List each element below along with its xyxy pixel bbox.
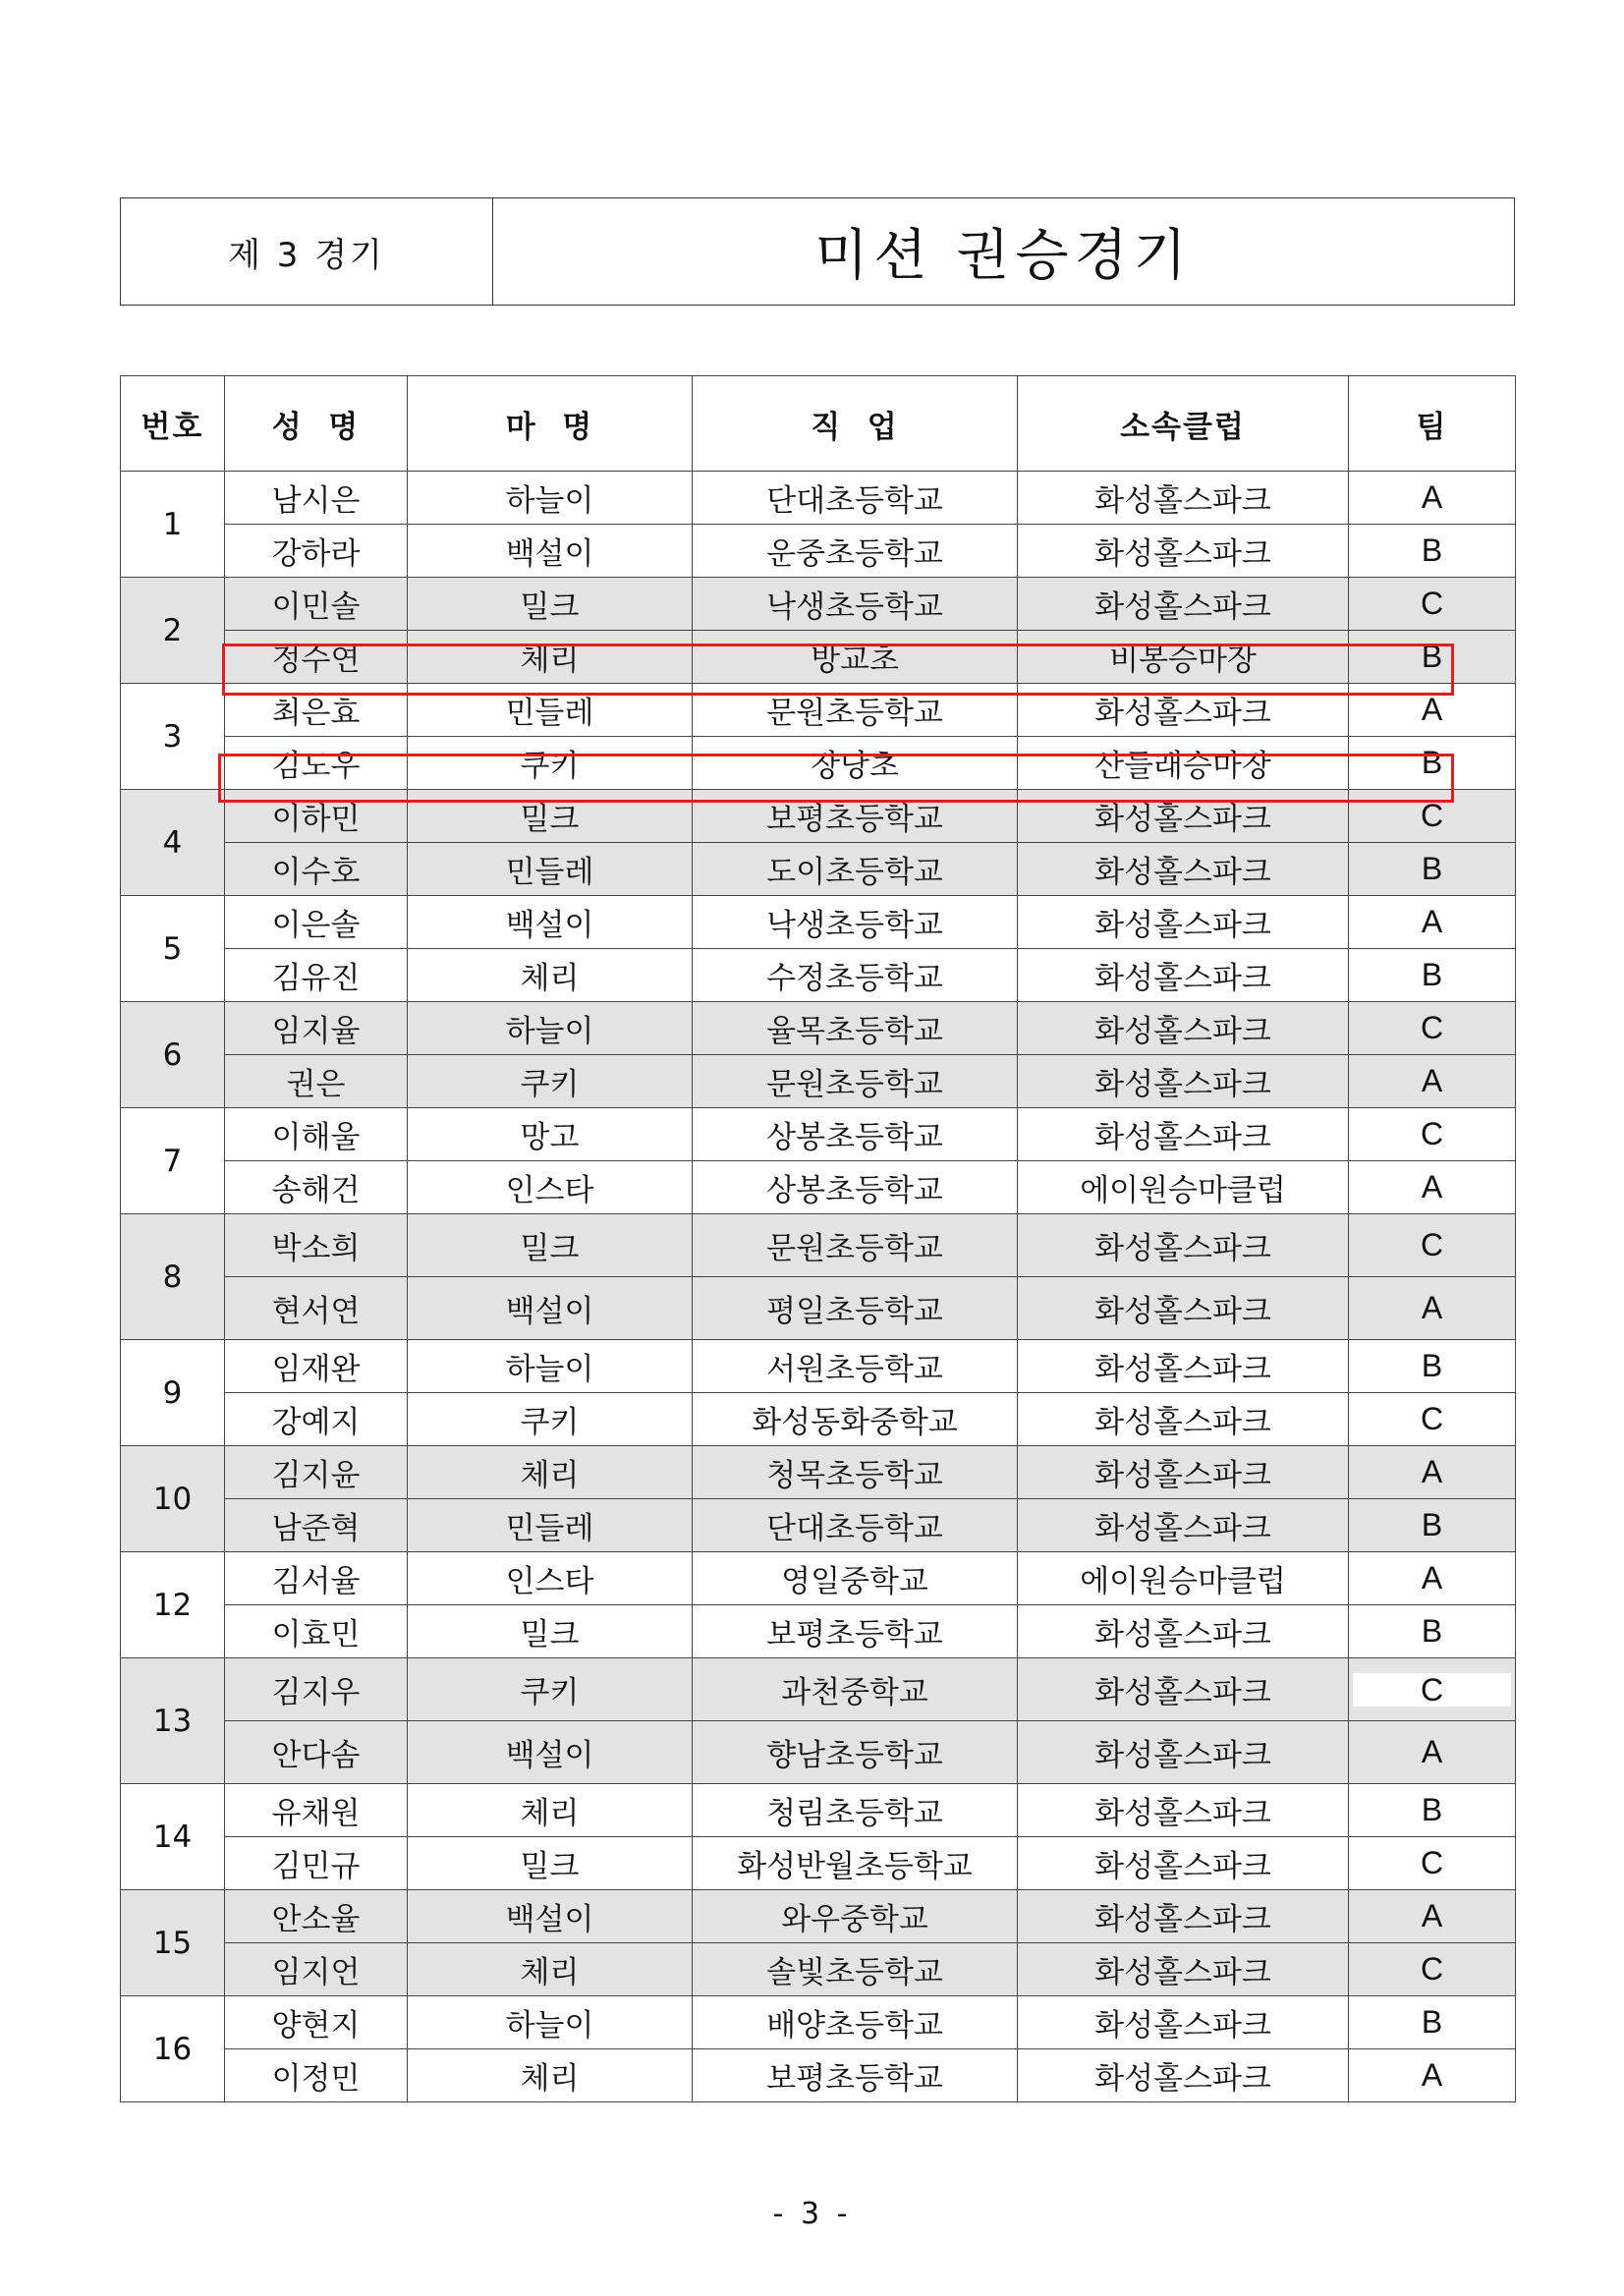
cell-club: 화성홀스파크 xyxy=(1018,1108,1349,1161)
cell-club: 화성홀스파크 xyxy=(1018,1784,1349,1837)
table-row xyxy=(121,1393,1516,1446)
column-header-name: 성 명 xyxy=(225,376,408,472)
cell-club: 화성홀스파크 xyxy=(1018,1393,1349,1446)
cell-club: 화성홀스파크 xyxy=(1018,472,1349,525)
cell-number: 8 xyxy=(121,1214,225,1340)
cell-club: 화성홀스파크 xyxy=(1018,1214,1349,1277)
table-row xyxy=(121,1055,1516,1108)
cell-job: 영일중학교 xyxy=(693,1552,1018,1605)
table-group xyxy=(121,1214,1516,1340)
cell-number: 14 xyxy=(121,1784,225,1890)
cell-team: A xyxy=(1349,1055,1516,1108)
cell-job: 문원초등학교 xyxy=(693,1055,1018,1108)
cell-number: 15 xyxy=(121,1890,225,1996)
cell-horse: 체리 xyxy=(408,1784,693,1837)
cell-horse: 밀크 xyxy=(408,1605,693,1658)
column-header-club: 소속클럽 xyxy=(1018,376,1349,472)
cell-club: 화성홀스파크 xyxy=(1018,949,1349,1002)
cell-name: 송해건 xyxy=(225,1161,408,1214)
cell-team: A xyxy=(1349,684,1516,737)
table-row xyxy=(121,684,1516,737)
table-group xyxy=(121,1552,1516,1658)
table-row xyxy=(121,1161,1516,1214)
cell-horse: 체리 xyxy=(408,1446,693,1499)
table-row xyxy=(121,1721,1516,1784)
table-row xyxy=(121,737,1516,790)
cell-club: 화성홀스파크 xyxy=(1018,790,1349,843)
cell-name: 김민규 xyxy=(225,1837,408,1890)
table-row xyxy=(121,1837,1516,1890)
cell-horse: 쿠키 xyxy=(408,737,693,790)
cell-team: A xyxy=(1349,896,1516,949)
cell-job: 단대초등학교 xyxy=(693,1499,1018,1552)
cell-number: 4 xyxy=(121,790,225,896)
table-row xyxy=(121,1277,1516,1340)
cell-team: B xyxy=(1349,843,1516,896)
cell-club: 산들래승마장 xyxy=(1018,737,1349,790)
cell-job: 낙생초등학교 xyxy=(693,578,1018,631)
cell-job: 수정초등학교 xyxy=(693,949,1018,1002)
cell-job: 배양초등학교 xyxy=(693,1996,1018,2049)
table-row xyxy=(121,896,1516,949)
cell-job: 도이초등학교 xyxy=(693,843,1018,896)
cell-team: C xyxy=(1349,1002,1516,1055)
cell-club: 화성홀스파크 xyxy=(1018,1658,1349,1721)
cell-club: 화성홀스파크 xyxy=(1018,896,1349,949)
cell-name: 권은 xyxy=(225,1055,408,1108)
cell-horse: 민들레 xyxy=(408,684,693,737)
column-header-horse: 마 명 xyxy=(408,376,693,472)
cell-name: 이해울 xyxy=(225,1108,408,1161)
cell-name: 김지우 xyxy=(225,1658,408,1721)
cell-job: 보평초등학교 xyxy=(693,2049,1018,2102)
table-group xyxy=(121,896,1516,1002)
column-header-team: 팀 xyxy=(1349,376,1516,472)
column-header-job: 직 업 xyxy=(693,376,1018,472)
cell-job: 향남초등학교 xyxy=(693,1721,1018,1784)
cell-club: 화성홀스파크 xyxy=(1018,1721,1349,1784)
match-header xyxy=(120,197,1515,306)
table-row xyxy=(121,525,1516,578)
table-row xyxy=(121,1996,1516,2049)
table-row xyxy=(121,843,1516,896)
cell-club: 화성홀스파크 xyxy=(1018,1340,1349,1393)
cell-number: 12 xyxy=(121,1552,225,1658)
table-group xyxy=(121,1784,1516,1890)
cell-name: 남준혁 xyxy=(225,1499,408,1552)
cell-horse: 밀크 xyxy=(408,790,693,843)
cell-horse: 하늘이 xyxy=(408,1340,693,1393)
table-group xyxy=(121,1446,1516,1552)
cell-number: 5 xyxy=(121,896,225,1002)
cell-name: 남시은 xyxy=(225,472,408,525)
match-title: 미션 권승경기 xyxy=(814,224,1193,288)
cell-horse: 쿠키 xyxy=(408,1658,693,1721)
cell-horse: 민들레 xyxy=(408,1499,693,1552)
cell-club: 화성홀스파크 xyxy=(1018,1055,1349,1108)
cell-name: 정수연 xyxy=(225,631,408,684)
cell-name: 이은솔 xyxy=(225,896,408,949)
cell-club: 화성홀스파크 xyxy=(1018,1996,1349,2049)
cell-job: 운중초등학교 xyxy=(693,525,1018,578)
table-row xyxy=(121,1552,1516,1605)
cell-job: 상봉초등학교 xyxy=(693,1108,1018,1161)
cell-team: B xyxy=(1349,631,1516,684)
cell-name: 이효민 xyxy=(225,1605,408,1658)
cell-team: C xyxy=(1349,1214,1516,1277)
cell-number: 13 xyxy=(121,1658,225,1784)
cell-number: 9 xyxy=(121,1340,225,1446)
cell-club: 화성홀스파크 xyxy=(1018,1890,1349,1943)
cell-name: 김지윤 xyxy=(225,1446,408,1499)
cell-team: A xyxy=(1349,1446,1516,1499)
cell-number: 10 xyxy=(121,1446,225,1552)
table-row xyxy=(121,578,1516,631)
table-group xyxy=(121,1890,1516,1996)
cell-name: 강하라 xyxy=(225,525,408,578)
cell-horse: 밀크 xyxy=(408,1214,693,1277)
cell-team: B xyxy=(1349,525,1516,578)
cell-team: B xyxy=(1349,949,1516,1002)
table-group xyxy=(121,684,1516,790)
table-row xyxy=(121,1214,1516,1277)
table-row xyxy=(121,1943,1516,1996)
cell-name: 임지율 xyxy=(225,1002,408,1055)
cell-club: 화성홀스파크 xyxy=(1018,684,1349,737)
table-group xyxy=(121,1340,1516,1446)
table-row xyxy=(121,1340,1516,1393)
cell-team: A xyxy=(1349,1161,1516,1214)
cell-club: 화성홀스파크 xyxy=(1018,1943,1349,1996)
table-group xyxy=(121,578,1516,684)
cell-name: 김도우 xyxy=(225,737,408,790)
cell-name: 유채원 xyxy=(225,1784,408,1837)
cell-job: 화성반월초등학교 xyxy=(693,1837,1018,1890)
page-number: - 3 - xyxy=(772,2197,852,2231)
cell-horse: 체리 xyxy=(408,631,693,684)
cell-horse: 백설이 xyxy=(408,525,693,578)
cell-job: 율목초등학교 xyxy=(693,1002,1018,1055)
cell-job: 청목초등학교 xyxy=(693,1446,1018,1499)
cell-name: 안다솜 xyxy=(225,1721,408,1784)
cell-horse: 하늘이 xyxy=(408,1996,693,2049)
table-group xyxy=(121,1658,1516,1784)
table-row xyxy=(121,1002,1516,1055)
table-header-row xyxy=(121,376,1516,472)
cell-number: 7 xyxy=(121,1108,225,1214)
cell-horse: 인스타 xyxy=(408,1161,693,1214)
cell-horse: 하늘이 xyxy=(408,1002,693,1055)
cell-horse: 체리 xyxy=(408,1943,693,1996)
cell-team xyxy=(1349,1658,1516,1721)
cell-horse: 민들레 xyxy=(408,843,693,896)
cell-horse: 쿠키 xyxy=(408,1055,693,1108)
cell-name: 이민솔 xyxy=(225,578,408,631)
cell-team: B xyxy=(1349,1784,1516,1837)
cell-team: B xyxy=(1349,737,1516,790)
cell-number: 6 xyxy=(121,1002,225,1108)
cell-team: A xyxy=(1349,2049,1516,2102)
cell-club: 화성홀스파크 xyxy=(1018,1446,1349,1499)
cell-number: 16 xyxy=(121,1996,225,2102)
cell-club: 화성홀스파크 xyxy=(1018,1499,1349,1552)
cell-horse: 체리 xyxy=(408,2049,693,2102)
cell-job: 방교초 xyxy=(693,631,1018,684)
cell-club: 화성홀스파크 xyxy=(1018,1837,1349,1890)
cell-job: 상봉초등학교 xyxy=(693,1161,1018,1214)
column-header-number: 번호 xyxy=(121,376,225,472)
cell-club: 화성홀스파크 xyxy=(1018,843,1349,896)
cell-name: 김서율 xyxy=(225,1552,408,1605)
cell-team: A xyxy=(1349,1552,1516,1605)
cell-team: B xyxy=(1349,1499,1516,1552)
cell-number: 2 xyxy=(121,578,225,684)
cell-horse: 백설이 xyxy=(408,1890,693,1943)
cell-club: 비봉승마장 xyxy=(1018,631,1349,684)
cell-name: 현서연 xyxy=(225,1277,408,1340)
roster-table xyxy=(120,375,1516,2102)
cell-number: 1 xyxy=(121,472,225,578)
cell-name: 임재완 xyxy=(225,1340,408,1393)
cell-job: 청림초등학교 xyxy=(693,1784,1018,1837)
cell-team: C xyxy=(1349,1837,1516,1890)
table-group xyxy=(121,790,1516,896)
cell-club: 화성홀스파크 xyxy=(1018,525,1349,578)
cell-team: C xyxy=(1349,1943,1516,1996)
cell-name: 강예지 xyxy=(225,1393,408,1446)
table-row xyxy=(121,949,1516,1002)
cell-job: 단대초등학교 xyxy=(693,472,1018,525)
cell-club: 에이원승마클럽 xyxy=(1018,1552,1349,1605)
cell-job: 평일초등학교 xyxy=(693,1277,1018,1340)
table-row xyxy=(121,631,1516,684)
cell-job: 서원초등학교 xyxy=(693,1340,1018,1393)
cell-team: C xyxy=(1349,1108,1516,1161)
table-group xyxy=(121,472,1516,578)
cell-club: 화성홀스파크 xyxy=(1018,1002,1349,1055)
table-row xyxy=(121,1658,1516,1721)
table-row xyxy=(121,1108,1516,1161)
table-row xyxy=(121,472,1516,525)
cell-team-value: C xyxy=(1353,1673,1511,1707)
table-group xyxy=(121,1996,1516,2102)
cell-club: 화성홀스파크 xyxy=(1018,1277,1349,1340)
table-group xyxy=(121,1002,1516,1108)
cell-horse: 백설이 xyxy=(408,1277,693,1340)
cell-job: 과천중학교 xyxy=(693,1658,1018,1721)
table-row xyxy=(121,2049,1516,2102)
cell-club: 에이원승마클럽 xyxy=(1018,1161,1349,1214)
cell-job: 솔빛초등학교 xyxy=(693,1943,1018,1996)
cell-horse: 쿠키 xyxy=(408,1393,693,1446)
cell-team: B xyxy=(1349,1340,1516,1393)
cell-club: 화성홀스파크 xyxy=(1018,2049,1349,2102)
cell-horse: 백설이 xyxy=(408,1721,693,1784)
cell-job: 화성동화중학교 xyxy=(693,1393,1018,1446)
cell-horse: 망고 xyxy=(408,1108,693,1161)
cell-job: 보평초등학교 xyxy=(693,790,1018,843)
cell-horse: 하늘이 xyxy=(408,472,693,525)
cell-team: A xyxy=(1349,1277,1516,1340)
cell-name: 임지언 xyxy=(225,1943,408,1996)
cell-team: A xyxy=(1349,1890,1516,1943)
cell-name: 최은효 xyxy=(225,684,408,737)
table-row xyxy=(121,1890,1516,1943)
cell-job: 와우중학교 xyxy=(693,1890,1018,1943)
match-number: 제 3 경기 xyxy=(121,198,493,305)
table-row xyxy=(121,1446,1516,1499)
cell-name: 김유진 xyxy=(225,949,408,1002)
table-row xyxy=(121,1784,1516,1837)
cell-horse: 밀크 xyxy=(408,1837,693,1890)
cell-name: 양현지 xyxy=(225,1996,408,2049)
cell-job: 낙생초등학교 xyxy=(693,896,1018,949)
cell-name: 안소율 xyxy=(225,1890,408,1943)
cell-horse: 백설이 xyxy=(408,896,693,949)
cell-horse: 체리 xyxy=(408,949,693,1002)
cell-horse: 인스타 xyxy=(408,1552,693,1605)
cell-team: C xyxy=(1349,578,1516,631)
cell-club: 화성홀스파크 xyxy=(1018,1605,1349,1658)
cell-horse: 밀크 xyxy=(408,578,693,631)
table-row xyxy=(121,1605,1516,1658)
cell-team: A xyxy=(1349,472,1516,525)
cell-team: B xyxy=(1349,1605,1516,1658)
cell-team: C xyxy=(1349,790,1516,843)
cell-name: 박소희 xyxy=(225,1214,408,1277)
cell-job: 보평초등학교 xyxy=(693,1605,1018,1658)
cell-team: B xyxy=(1349,1996,1516,2049)
table-row xyxy=(121,1499,1516,1552)
cell-job: 문원초등학교 xyxy=(693,1214,1018,1277)
table-row xyxy=(121,790,1516,843)
cell-name: 이하민 xyxy=(225,790,408,843)
table-group xyxy=(121,1108,1516,1214)
cell-name: 이정민 xyxy=(225,2049,408,2102)
cell-number: 3 xyxy=(121,684,225,790)
cell-job: 장당초 xyxy=(693,737,1018,790)
cell-team: C xyxy=(1349,1393,1516,1446)
cell-job: 문원초등학교 xyxy=(693,684,1018,737)
cell-team: A xyxy=(1349,1721,1516,1784)
cell-club: 화성홀스파크 xyxy=(1018,578,1349,631)
cell-name: 이수호 xyxy=(225,843,408,896)
